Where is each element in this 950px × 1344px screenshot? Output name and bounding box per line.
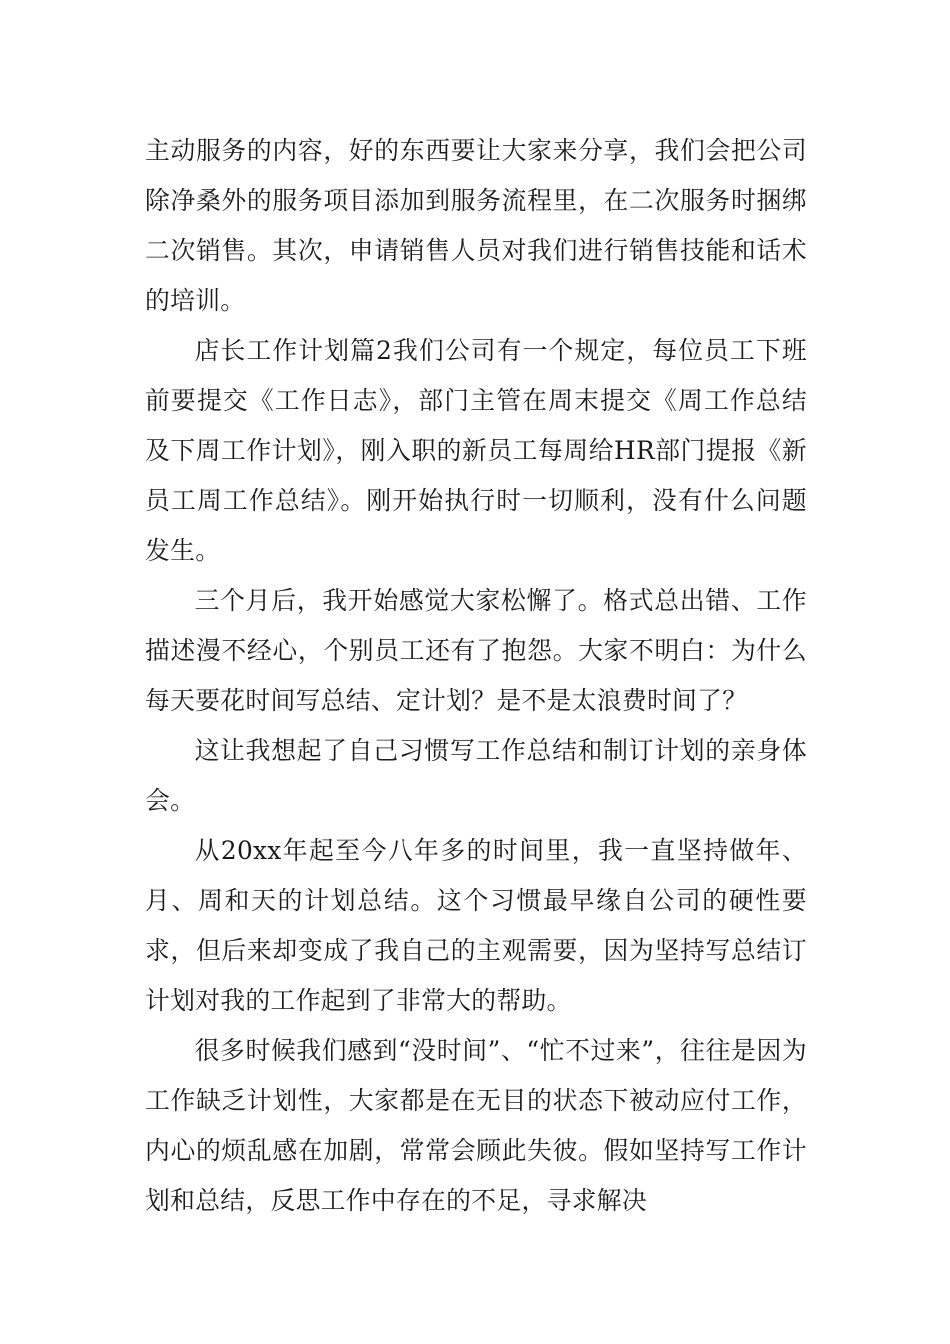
- paragraph-4: 这让我想起了自己习惯写工作总结和制订计划的亲身体会。: [145, 736, 807, 815]
- paragraph-5: 从20xx年起至今八年多的时间里，我一直坚持做年、月、周和天的计划总结。这个习惯最早缘自公司的硬性要求，但后来却变成了我自己的主观需要，因为坚持写总结订计划对我的工作起到了非常大的帮助。: [145, 836, 807, 1015]
- document-body: [145, 126, 807, 1226]
- paragraph-1: 主动服务的内容，好的东西要让大家来分享，我们会把公司除净桑外的服务项目添加到服务流程里，在二次服务时捆绑二次销售。其次，申请销售人员对我们进行销售技能和话术的培训。: [145, 136, 807, 315]
- paragraph-2: 店长工作计划篇2我们公司有一个规定，每位员工下班前要提交《工作日志》，部门主管在周末提交《周工作总结及下周工作计划》，刚入职的新员工每周给HR部门提报《新员工周工作总结》。刚开始执行时一切顺利，没有什么问题发生。: [145, 336, 807, 565]
- paragraph-3: 三个月后，我开始感觉大家松懈了。格式总出错、工作描述漫不经心，个别员工还有了抱怨。大家不明白：为什么每天要花时间写总结、定计划？是不是太浪费时间了？: [145, 586, 807, 715]
- paragraph-6: 很多时候我们感到“没时间”、“忙不过来”，往往是因为工作缺乏计划性，大家都是在无目的状态下被动应付工作，内心的烦乱感在加剧，常常会顾此失彼。假如坚持写工作计划和总结，反思工作中存在的不足，寻求解决: [145, 1036, 807, 1215]
